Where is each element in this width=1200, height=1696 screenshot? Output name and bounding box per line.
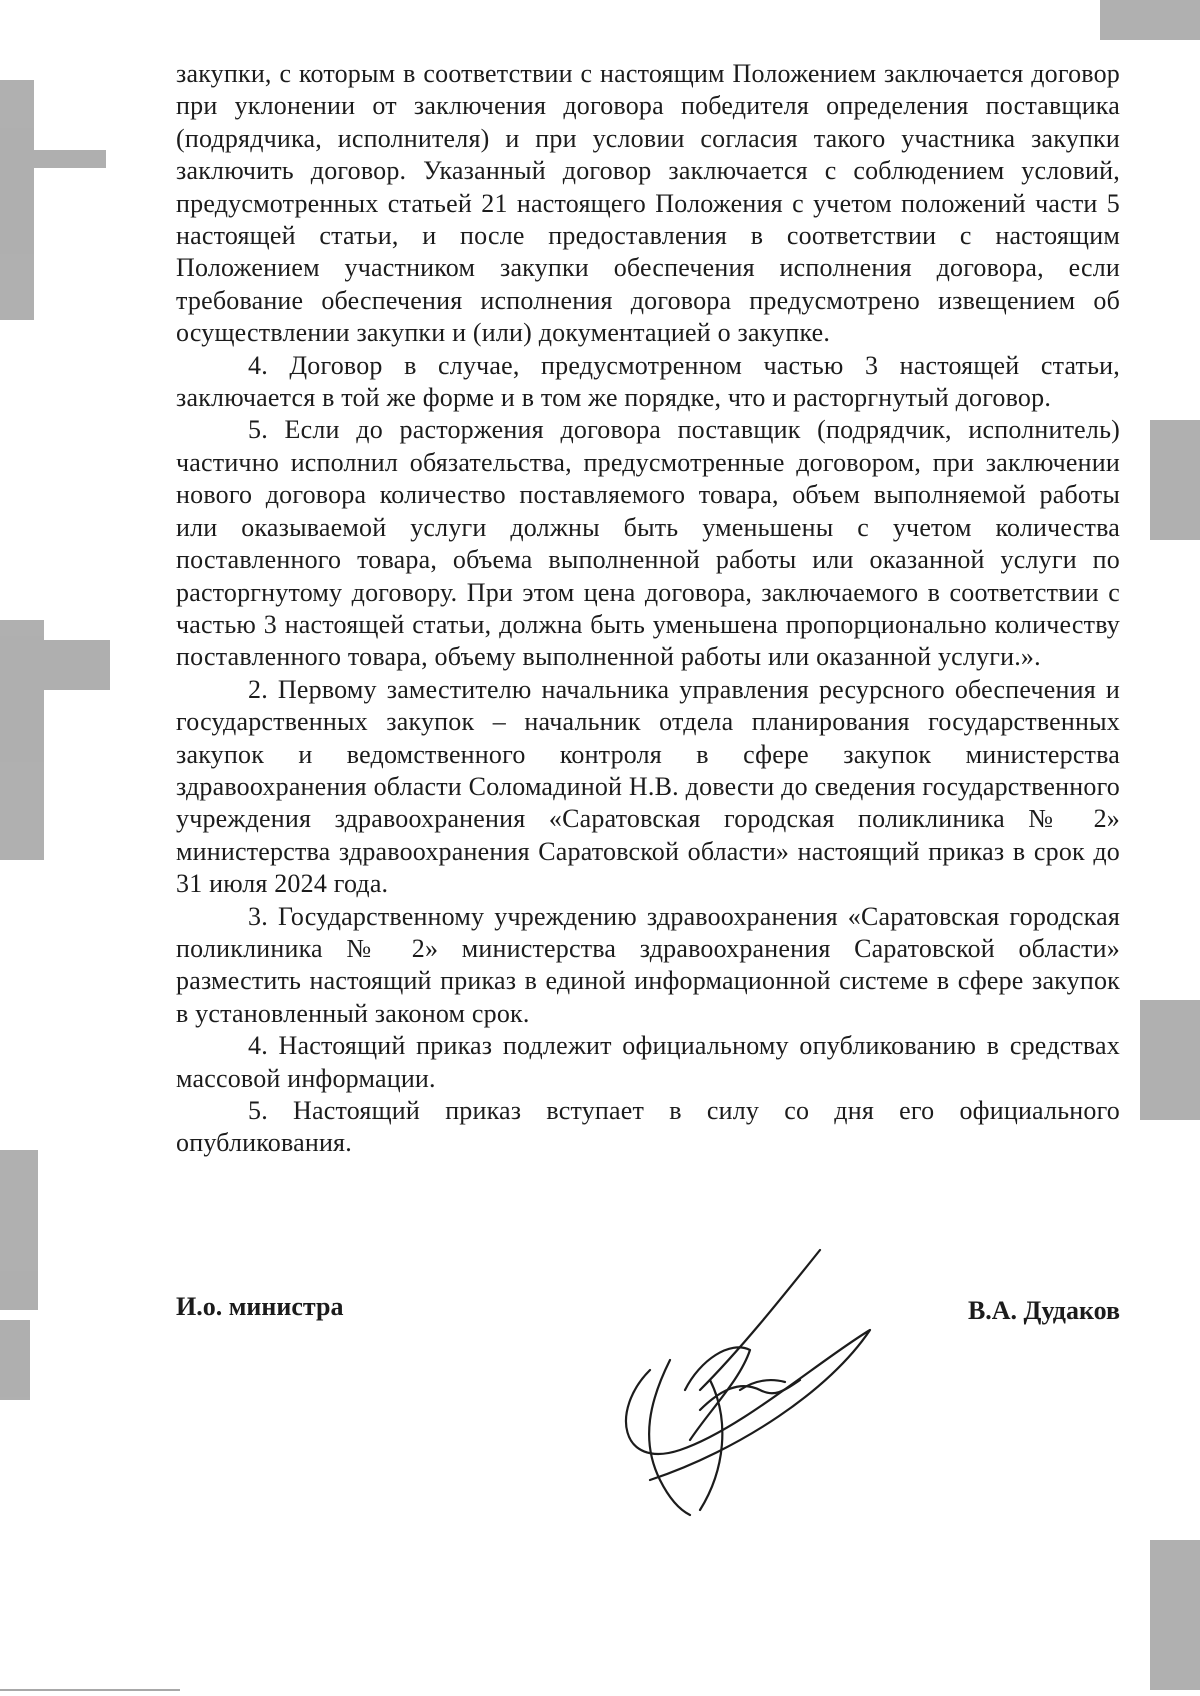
right-margin-artifact	[1150, 1540, 1200, 1690]
signer-name: В.А. Дудаков	[967, 1296, 1120, 1325]
paragraph-order-3: 3. Государственному учреждению здравоохранения «Саратовская городская поликлиника № 2» министерства здравоохранения Саратовской области» разместить настоящий приказ в единой информационной системе в сфере закупок в установленный законом срок.	[176, 901, 1120, 1028]
paragraph-item-4: 4. Договор в случае, предусмотренном частью 3 настоящей статьи, заключается в той же форме и в том же порядке, что и расторгнутый договор.	[176, 350, 1120, 413]
left-margin-artifact	[34, 150, 106, 168]
left-margin-artifact	[40, 640, 110, 690]
left-margin-artifact	[0, 1150, 38, 1310]
paragraph-continuation: закупки, с которым в соответствии с настоящим Положением заключается договор при уклонении от заключения договора победителя определения поставщика (подрядчика, исполнителя) и при условии согласия такого участника закупки заключить договор. Указанный договор заключается с соблюдением условий, предусмотренных статьей 21 настоящего Положения с учетом положений части 5 настоящей статьи, и после предоставления в соответствии с настоящим Положением участником закупки обеспечения исполнения договора, если требование обеспечения исполнения договора предусмотрено извещением об осуществлении закупки и (или) документацией о закупке.	[176, 59, 1120, 348]
right-margin-artifact	[1140, 1000, 1200, 1120]
paragraph-order-5: 5. Настоящий приказ вступает в силу со дня его официального опубликования.	[176, 1096, 1120, 1158]
signer-position: И.о. министра	[176, 1292, 344, 1321]
left-margin-artifact	[0, 620, 44, 860]
paragraph-order-2: 2. Первому заместителю начальника управления ресурсного обеспечения и государственных закупок – начальник отдела планирования государственных закупок и ведомственного контроля в сфере закупок министерства здравоохранения области Соломадиной Н.В. довести до сведения государственного учреждения здравоохранения «Саратовская городская поликлиника № 2» министерства здравоохранения Саратовской области» настоящий приказ в срок до 31 июля 2024 года.	[176, 674, 1120, 899]
corner-artifact	[1100, 0, 1200, 40]
right-margin-artifact	[1150, 420, 1200, 540]
left-margin-artifact	[0, 80, 34, 320]
document-body	[176, 58, 1120, 1160]
left-margin-artifact	[0, 1320, 30, 1400]
paragraph-order-4: 4. Настоящий приказ подлежит официальному опубликованию в средствах массовой информации.	[176, 1031, 1120, 1093]
handwritten-signature	[590, 1240, 890, 1520]
paragraph-item-5: 5. Если до расторжения договора поставщик (подрядчик, исполнитель) частично исполнил обязательства, предусмотренные договором, при заключении нового договора количество поставляемого товара, объем выполняемой работы или оказываемой услуги должны быть уменьшены с учетом количества поставленного товара, объема выполненной работы или оказанной услуги по расторгнутому договору. При этом цена договора, заключаемого в соответствии с частью 3 настоящей статьи, должна быть уменьшена пропорционально количеству поставленного товара, объему выполненной работы или оказанной услуги.».	[176, 415, 1120, 672]
